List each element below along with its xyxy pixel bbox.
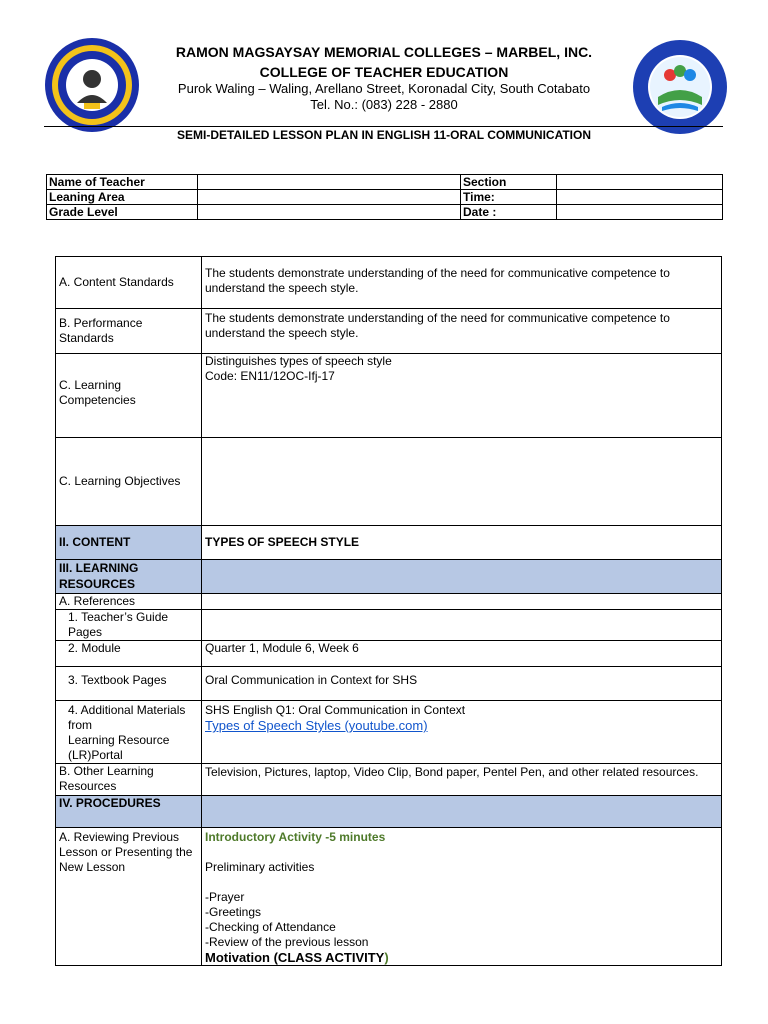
school-name: RAMON MAGSAYSAY MEMORIAL COLLEGES – MARBEL, INC. <box>175 44 593 60</box>
module-label: 2. Module <box>56 641 202 667</box>
section-value <box>557 175 723 190</box>
intro-activity: Introductory Activity -5 minutes <box>205 830 386 844</box>
teacher-value <box>198 175 461 190</box>
motivation-heading <box>205 950 718 965</box>
school-phone: Tel. No.: (083) 228 - 2880 <box>310 97 458 112</box>
teacher-info-table <box>46 174 723 220</box>
additional-label-line2: Learning Resource (LR)Portal <box>68 733 170 762</box>
references-value <box>202 594 722 610</box>
youtube-link[interactable]: Types of Speech Styles (youtube.com) <box>205 718 428 733</box>
college-name: COLLEGE OF TEACHER EDUCATION <box>259 64 509 80</box>
document-title: SEMI-DETAILED LESSON PLAN IN ENGLISH 11-ORAL COMMUNICATION <box>176 128 592 142</box>
objectives-value <box>202 438 722 526</box>
content-value: TYPES OF SPEECH STYLE <box>202 526 722 560</box>
competencies-value <box>202 354 722 438</box>
area-label: Leaning Area <box>47 190 198 205</box>
content-standards-label: A. Content Standards <box>56 257 202 309</box>
references-label: A. References <box>56 594 202 610</box>
procedures-value <box>202 796 722 828</box>
teacher-label: Name of Teacher <box>47 175 198 190</box>
time-label: Time: <box>461 190 557 205</box>
area-value <box>198 190 461 205</box>
date-label: Date : <box>461 205 557 220</box>
performance-standards-value: The students demonstrate understanding of the need for communicative competence to understand the speech style. <box>202 309 722 354</box>
objectives-label: C. Learning Objectives <box>56 438 202 526</box>
reviewing-lesson-label: A. Reviewing Previous Lesson or Presenting the New Lesson <box>56 828 202 966</box>
attendance-item: -Checking of Attendance <box>205 920 336 934</box>
textbook-value: Oral Communication in Context for SHS <box>202 667 722 701</box>
school-address: Purok Waling – Waling, Arellano Street, Koronadal City, South Cotabato <box>177 81 591 96</box>
competencies-label: C. Learning Competencies <box>56 354 202 438</box>
section-label: Section <box>461 175 557 190</box>
reviewing-lesson-value <box>202 828 722 966</box>
lesson-plan-table <box>55 256 722 966</box>
teachers-guide-label: 1. Teacher’s Guide Pages <box>56 610 202 641</box>
content-standards-value: The students demonstrate understanding of the need for communicative competence to understand the speech style. <box>202 257 722 309</box>
prayer-item: -Prayer <box>205 890 245 904</box>
competency-text: Distinguishes types of speech style <box>205 354 392 368</box>
procedures-label: IV. PROCEDURES <box>56 796 202 828</box>
grade-label: Grade Level <box>47 205 198 220</box>
teachers-guide-value <box>202 610 722 641</box>
module-value: Quarter 1, Module 6, Week 6 <box>202 641 722 667</box>
motivation-text: Motivation (CLASS ACTIVITY <box>205 950 385 965</box>
review-item: -Review of the previous lesson <box>205 935 369 949</box>
header-divider <box>44 126 723 127</box>
preliminary-activities: Preliminary activities <box>205 860 315 874</box>
textbook-label: 3. Textbook Pages <box>56 667 202 701</box>
competency-code: Code: EN11/12OC-Ifj-17 <box>205 369 335 383</box>
other-resources-label: B. Other Learning Resources <box>56 764 202 796</box>
time-value <box>557 190 723 205</box>
motivation-close-paren: ) <box>384 950 389 965</box>
additional-materials-text: SHS English Q1: Oral Communication in Context <box>205 703 466 717</box>
resources-label: III. LEARNING RESOURCES <box>56 560 202 594</box>
additional-materials-label <box>56 701 202 764</box>
resources-value <box>202 560 722 594</box>
content-label: II. CONTENT <box>56 526 202 560</box>
date-value <box>557 205 723 220</box>
additional-label-line1: 4. Additional Materials from <box>68 703 186 732</box>
performance-standards-label: B. Performance Standards <box>56 309 202 354</box>
additional-materials-value <box>202 701 722 764</box>
grade-value <box>198 205 461 220</box>
other-resources-value: Television, Pictures, laptop, Video Clip, Bond paper, Pentel Pen, and other related resources. <box>202 764 722 796</box>
greetings-item: -Greetings <box>205 905 262 919</box>
